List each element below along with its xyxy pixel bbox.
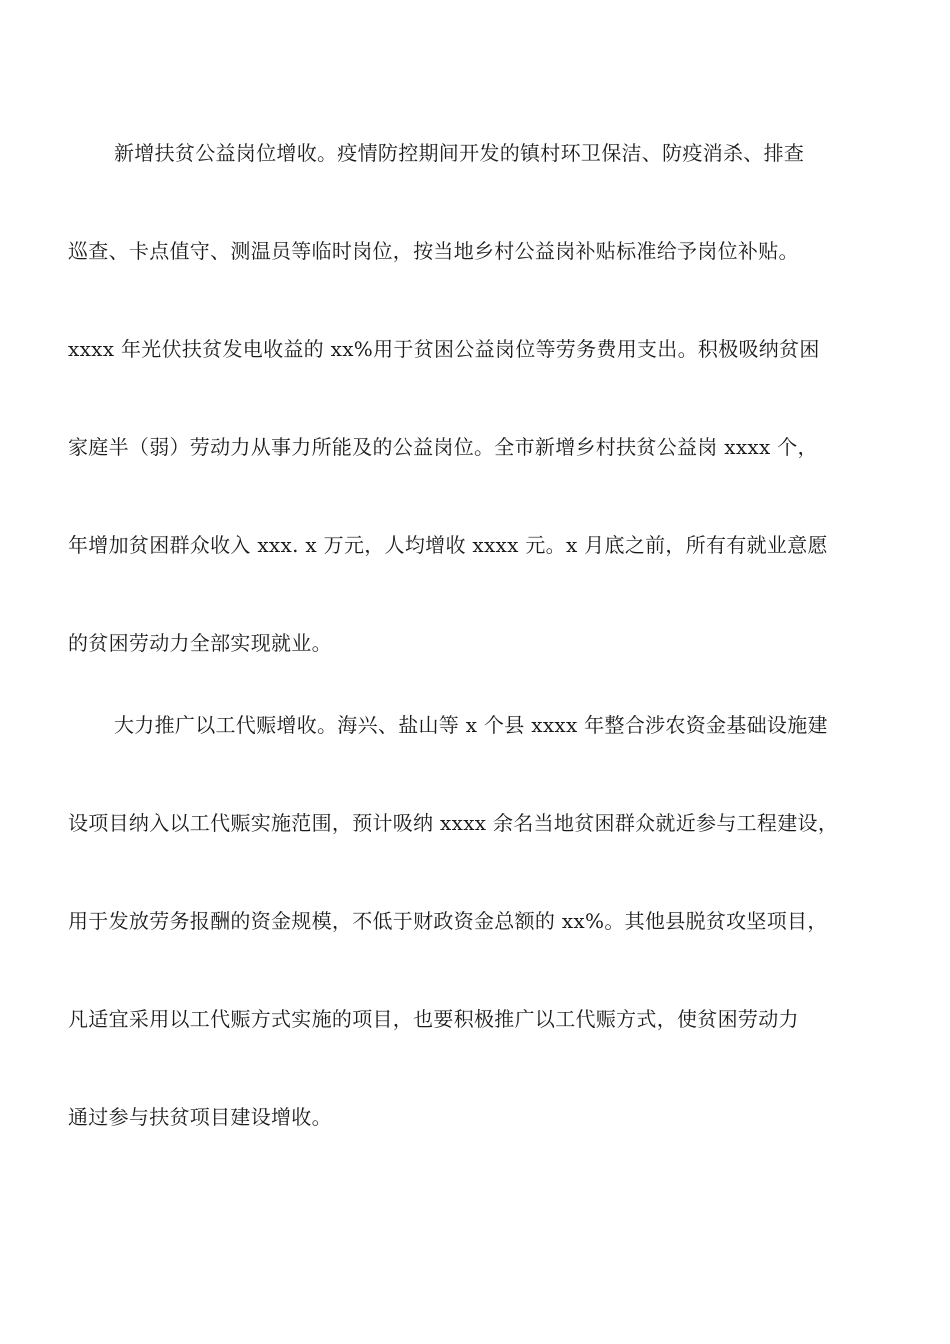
text-line: 年增加贫困群众收入 xxx. x 万元，人均增收 xxxx 元。x 月底之前，所有有就业意愿	[68, 533, 828, 557]
text-line: 凡适宜采用以工代赈方式实施的项目，也要积极推广以工代赈方式，使贫困劳动力	[68, 1007, 799, 1031]
text-line: 的贫困劳动力全部实现就业。	[68, 631, 332, 655]
text-line: 大力推广以工代赈增收。海兴、盐山等 x 个县 xxxx 年整合涉农资金基础设施建	[114, 713, 828, 737]
text-line: 用于发放劳务报酬的资金规模，不低于财政资金总额的 xx%。其他县脱贫攻坚项目，	[68, 909, 828, 933]
text-line: 新增扶贫公益岗位增收。疫情防控期间开发的镇村环卫保洁、防疫消杀、排查	[114, 141, 805, 165]
text-line: 通过参与扶贫项目建设增收。	[68, 1105, 332, 1129]
text-line: 设项目纳入以工代赈实施范围，预计吸纳 xxxx 余名当地贫困群众就近参与工程建设，	[68, 811, 839, 835]
text-line: 巡查、卡点值守、测温员等临时岗位，按当地乡村公益岗补贴标准给予岗位补贴。	[68, 239, 799, 263]
text-line: xxxx 年光伏扶贫发电收益的 xx%用于贫困公益岗位等劳务费用支出。积极吸纳贫困	[68, 337, 820, 361]
text-line: 家庭半（弱）劳动力从事力所能及的公益岗位。全市新增乡村扶贫公益岗 xxxx 个，	[68, 435, 818, 459]
